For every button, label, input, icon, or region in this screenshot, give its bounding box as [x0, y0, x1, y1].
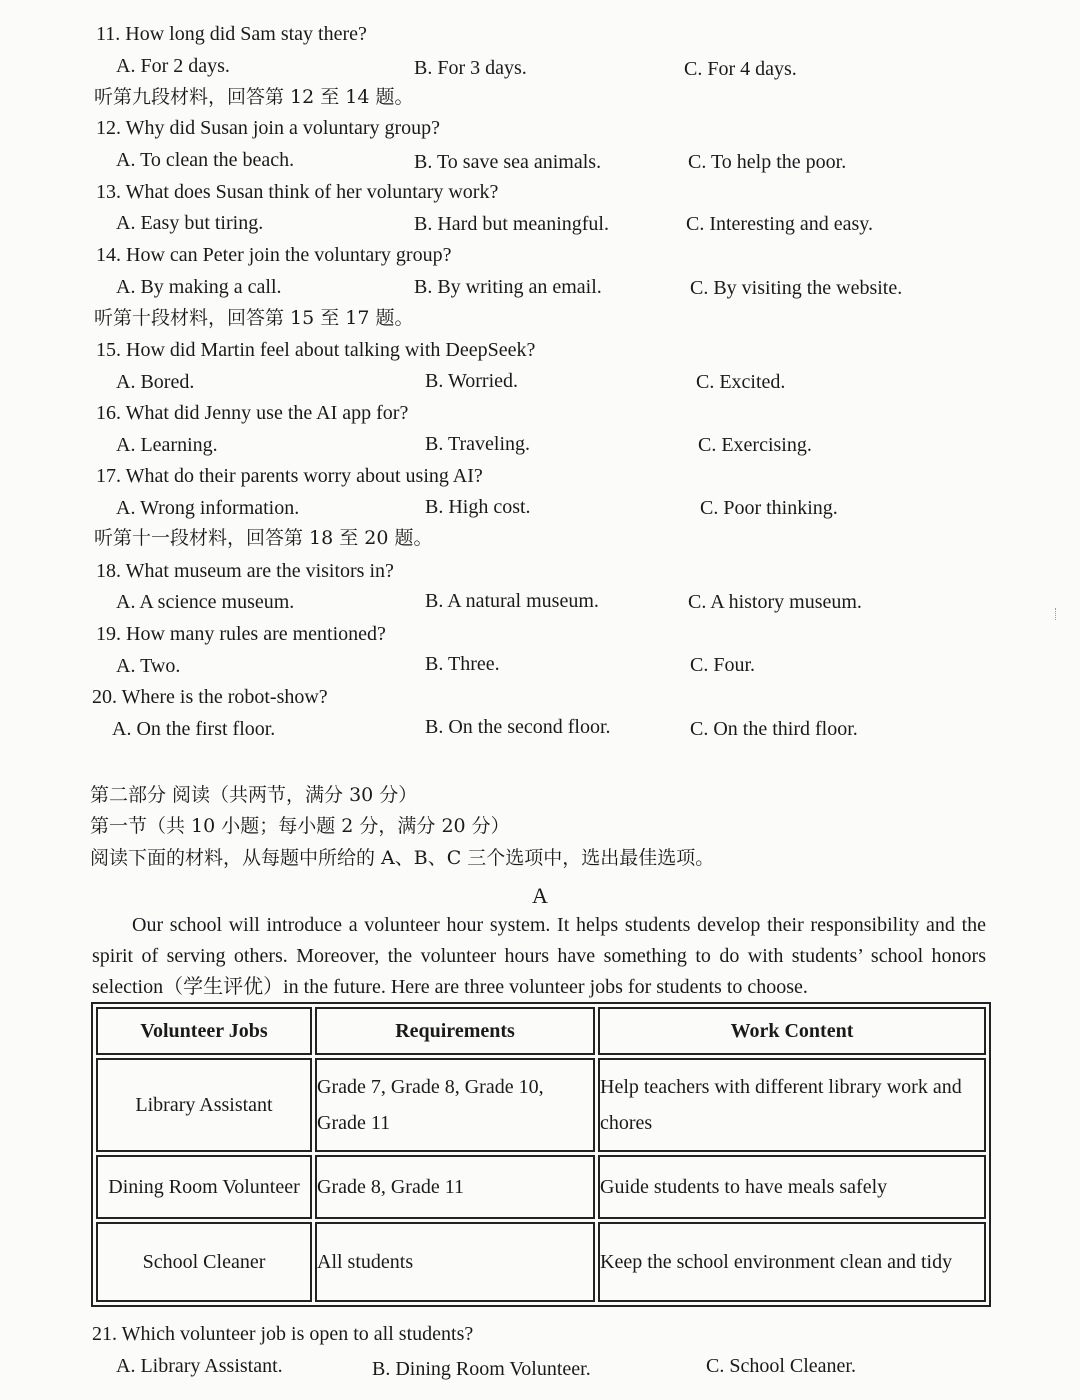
section-instruction-9: 听第九段材料，回答第 12 至 14 题。 — [94, 86, 414, 108]
page-edge-mark — [1055, 608, 1058, 620]
q16-option-a: A. Learning. — [116, 434, 218, 456]
question-21-stem: 21. Which volunteer job is open to all students? — [92, 1323, 474, 1345]
passage-text: Our school will introduce a volunteer hour system. It helps students develop their responsibility and the spirit of serving others. Moreover, the volunteer hours have something to do with students’ school honors selection（学生评优）in the future. Here are three volunteer jobs for students to choose. — [92, 914, 986, 998]
q14-option-b: B. By writing an email. — [414, 276, 602, 298]
question-16-stem: 16. What did Jenny use the AI app for? — [96, 402, 409, 424]
table-row — [96, 1155, 986, 1219]
header-requirements: Requirements — [315, 1007, 595, 1055]
q13-option-a: A. Easy but tiring. — [116, 212, 264, 234]
work-content-cell: Keep the school environment clean and tidy — [598, 1222, 986, 1302]
q12-option-a: A. To clean the beach. — [116, 149, 295, 171]
part2-instruction: 阅读下面的材料，从每题中所给的 A、B、C 三个选项中，选出最佳选项。 — [90, 847, 715, 869]
section-instruction-11: 听第十一段材料，回答第 18 至 20 题。 — [94, 527, 433, 549]
requirements-cell: Grade 7, Grade 8, Grade 10, Grade 11 — [315, 1058, 595, 1152]
q16-option-b: B. Traveling. — [425, 433, 531, 455]
q19-option-c: C. Four. — [690, 654, 756, 676]
q13-option-c: C. Interesting and easy. — [686, 213, 873, 235]
section-instruction-10: 听第十段材料，回答第 15 至 17 题。 — [94, 307, 414, 329]
q19-option-a: A. Two. — [116, 655, 181, 677]
job-cell: Dining Room Volunteer — [96, 1155, 312, 1219]
q17-option-a: A. Wrong information. — [116, 497, 300, 519]
question-18-stem: 18. What museum are the visitors in? — [96, 560, 394, 582]
q11-option-c: C. For 4 days. — [684, 58, 797, 80]
passage-letter: A — [532, 883, 548, 908]
part2-heading: 第二部分 阅读（共两节，满分 30 分） — [90, 784, 418, 806]
job-cell: School Cleaner — [96, 1222, 312, 1302]
q17-option-b: B. High cost. — [425, 496, 531, 518]
q14-option-a: A. By making a call. — [116, 276, 282, 298]
question-14-stem: 14. How can Peter join the voluntary group? — [96, 244, 452, 266]
work-content-cell: Help teachers with different library work and chores — [598, 1058, 986, 1152]
q15-option-b: B. Worried. — [425, 370, 519, 392]
q17-option-c: C. Poor thinking. — [700, 497, 838, 519]
passage-paragraph — [92, 910, 986, 1003]
q14-option-c: C. By visiting the website. — [690, 277, 903, 299]
question-17-stem: 17. What do their parents worry about using AI? — [96, 465, 483, 487]
q21-option-a: A. Library Assistant. — [116, 1355, 283, 1377]
q18-option-b: B. A natural museum. — [425, 590, 599, 612]
table-row — [96, 1222, 986, 1302]
header-work-content: Work Content — [598, 1007, 986, 1055]
header-volunteer-jobs: Volunteer Jobs — [96, 1007, 312, 1055]
question-13-stem: 13. What does Susan think of her voluntary work? — [96, 181, 499, 203]
q15-option-a: A. Bored. — [116, 371, 195, 393]
q20-option-b: B. On the second floor. — [425, 716, 611, 738]
job-cell: Library Assistant — [96, 1058, 312, 1152]
requirements-cell: All students — [315, 1222, 595, 1302]
q15-option-c: C. Excited. — [696, 371, 786, 393]
q11-option-b: B. For 3 days. — [414, 57, 527, 79]
q21-option-c: C. School Cleaner. — [706, 1355, 856, 1377]
work-content-cell: Guide students to have meals safely — [598, 1155, 986, 1219]
table-row — [96, 1058, 986, 1152]
q18-option-a: A. A science museum. — [116, 591, 295, 613]
q16-option-c: C. Exercising. — [698, 434, 812, 456]
q19-option-b: B. Three. — [425, 653, 500, 675]
q21-option-b: B. Dining Room Volunteer. — [372, 1358, 591, 1380]
volunteer-jobs-table — [91, 1002, 991, 1307]
question-15-stem: 15. How did Martin feel about talking with DeepSeek? — [96, 339, 536, 361]
q20-option-a: A. On the first floor. — [112, 718, 276, 740]
q13-option-b: B. Hard but meaningful. — [414, 213, 609, 235]
question-12-stem: 12. Why did Susan join a voluntary group? — [96, 117, 441, 139]
part2-section1: 第一节（共 10 小题；每小题 2 分，满分 20 分） — [90, 815, 510, 837]
requirements-cell: Grade 8, Grade 11 — [315, 1155, 595, 1219]
q11-option-a: A. For 2 days. — [116, 55, 230, 77]
q12-option-c: C. To help the poor. — [688, 151, 847, 173]
q20-option-c: C. On the third floor. — [690, 718, 858, 740]
question-11-stem: 11. How long did Sam stay there? — [96, 23, 367, 45]
q18-option-c: C. A history museum. — [688, 591, 862, 613]
question-19-stem: 19. How many rules are mentioned? — [96, 623, 386, 645]
q12-option-b: B. To save sea animals. — [414, 151, 602, 173]
question-20-stem: 20. Where is the robot-show? — [92, 686, 328, 708]
table-header-row — [96, 1007, 986, 1055]
